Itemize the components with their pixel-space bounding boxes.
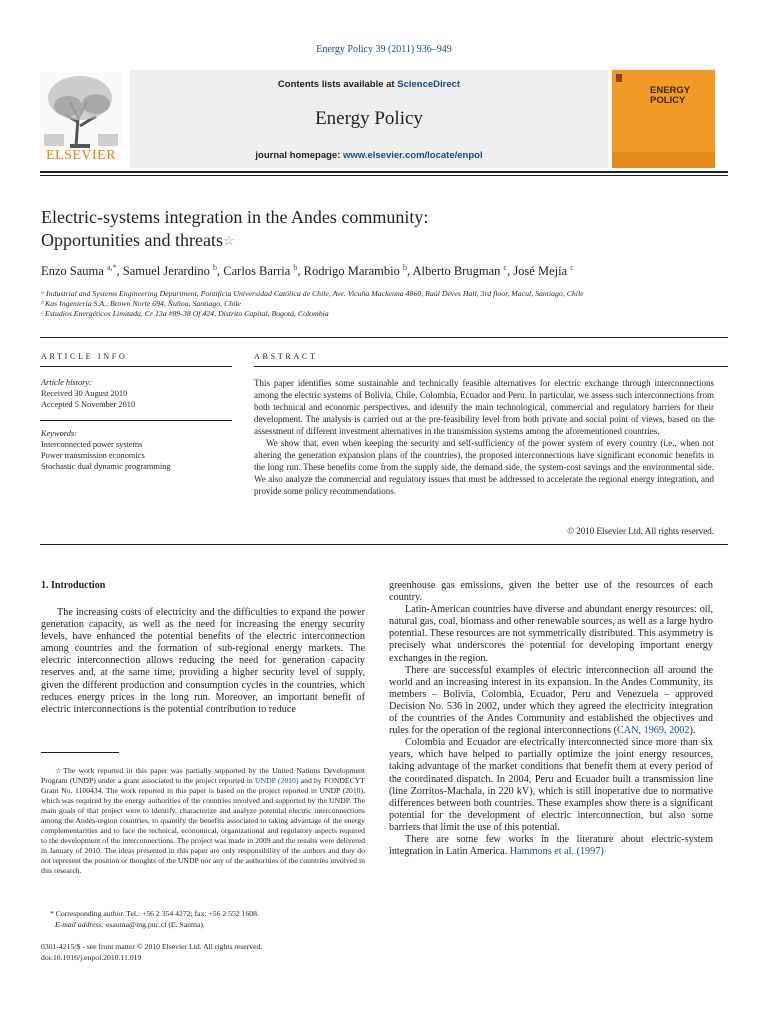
front-matter-info	[41, 941, 365, 963]
article-history	[41, 377, 231, 410]
author-name: Enzo Sauma	[41, 264, 104, 279]
article-title-line1: Electric-systems integration in the Andes community:	[41, 207, 429, 227]
body-paragraph: greenhouse gas emissions, given the better use of the resources of each country.	[389, 580, 713, 604]
author-affiliation-marker[interactable]: c	[503, 263, 508, 272]
author-name: Alberto Brugman	[412, 264, 501, 279]
email-label: E-mail address:	[55, 920, 105, 929]
article-title	[41, 206, 721, 252]
citation-link[interactable]: UNDP (2010)	[255, 776, 299, 785]
issn-line: 0301-4215/$ - see front matter © 2010 Elsevier Ltd. All rights reserved.	[41, 942, 263, 951]
corresponding-author-note	[41, 908, 365, 930]
homepage-prefix: journal homepage:	[255, 150, 344, 161]
body-text: ).	[689, 725, 696, 737]
author-affiliation-marker[interactable]: c	[570, 263, 574, 272]
keyword: Interconnected power systems	[41, 440, 143, 449]
abstract-copyright: © 2010 Elsevier Ltd. All rights reserved.	[567, 526, 714, 536]
body-paragraph: Latin-American countries have diverse and abundant energy resources: oil, natural gas, coal, biomass and other renewable sources, as well as a large hydro potential. These resources are not symmetrically distributed. This asymmetry is precisely what underscores the potential for developing important energy exchanges in the region.	[389, 604, 714, 664]
abstract-rule	[254, 366, 728, 367]
accepted-date: Accepted 5 November 2010	[41, 400, 136, 409]
footnote-text: ☆The work reported in this paper was partially supported by the United Nations Development Program (UNDP) under a grant associated to the project reported in	[41, 766, 365, 785]
affiliation-b: ᵇ Kas Ingeniería S.A., Brown Norte 694, Ñuñoa, Santiago, Chile	[41, 299, 241, 308]
body-paragraph: Colombia and Ecuador are electrically interconnected since more than six years, which have helped to partially optimize the joint energy resources, taking advantage of the market conditions that benefit them at every period of the coordinated dispatch. In 2004, Peru and Ecuador built a transmission line (line Zorritos-Machala, in 220 kV), which is still inoperative due to normative differences between both countries. These examples show there is a significant potential for the development of electric interconnection, but also some barriers that limit the use of this potential.	[389, 737, 713, 833]
journal-citation[interactable]: Energy Policy 39 (2011) 936–949	[316, 44, 452, 55]
keyword: Stochastic dual dynamic programming	[41, 462, 171, 471]
body-text: There are some few works in the literature about electric-system integration in Latin America.	[389, 833, 713, 858]
abstract-body	[254, 377, 714, 497]
abstract-paragraph: This paper identifies some sustainable and technically feasible alternatives for electric exchange through interconnections among the electric systems of Bolivia, Chile, Colombia, Ecuador and Peru. In particular, we assess such interconnections from both technical and economic perspectives, and identify the main technological, commercial and regulatory barriers for their development. The analysis is carried out at the pre-feasibility level from both private and social point of views, based on the assessment of different investment alternatives in the transmission systems among the aforementioned countries.	[254, 378, 714, 436]
article-info-rule	[40, 366, 232, 367]
abstract-heading: ABSTRACT	[254, 352, 318, 361]
received-date: Received 30 August 2010	[41, 389, 128, 398]
citation-link[interactable]: CAN, 1969, 2002	[617, 725, 690, 737]
keywords-label: Keywords:	[41, 429, 77, 438]
contents-availability	[130, 79, 608, 90]
author-affiliation-marker[interactable]: b	[293, 263, 298, 272]
author-name: Rodrigo Marambio	[303, 264, 400, 279]
footnote-text: and by FONDECYT Grant No. 1100434. The work reported in this paper is based on the project reported in UNDP (2010), which was required by the energy authorities of the countries involved and supported by the UNDP. The main goals of that project were to identify, characterize and analyze potential electric interconnections among the Andes-region countries, to quantify the benefits associated to taking advantage of the energy complementarities and to face the technical, economical, organizational and regulatory aspects required to the development of the interconnections. The project was made in 2009 and the results were delivered in January of 2010. The ideas presented in this paper are only responsibility of the authors and they do not represent the position or thoughts of the UNDP nor any of the authorities of the countries involved in this research.	[41, 776, 365, 875]
cover-title	[650, 86, 710, 106]
author-affiliation-marker[interactable]: b	[402, 263, 407, 272]
doi-line[interactable]: doi:10.1016/j.enpol.2010.11.019	[41, 953, 142, 962]
elsevier-wordmark: ELSEVIER	[45, 148, 117, 163]
affiliation-rule	[40, 337, 728, 338]
article-title-line2: Opportunities and threats	[41, 230, 223, 250]
keywords-rule	[40, 420, 232, 421]
body-column-right	[389, 580, 713, 858]
body-column-left	[41, 607, 365, 716]
body-text: There are successful examples of electric interconnection all around the world and an increasing interest in its expansion. In the Andes Community, its members – Bolivia, Colombia, Ecuador, Peru and Venezuela – approved Decision No. 536 in 2002, under which they agreed the electricity integration of the countries of the Andes Community and established the objectives and rules for the operation of the regional interconnections (	[389, 664, 713, 737]
funding-footnote	[41, 766, 365, 876]
keyword: Power transmission economics	[41, 451, 145, 460]
sciencedirect-link[interactable]: ScienceDirect	[397, 79, 461, 90]
title-footnote-star-icon[interactable]: ☆	[222, 233, 235, 248]
abstract-bottom-rule	[40, 544, 728, 545]
author-affiliation-marker[interactable]: b	[213, 263, 218, 272]
body-paragraph: The increasing costs of electricity and the difficulties to expand the power generation capacity, as well as the need for increasing the energy security levels, have enhanced the potential benefits of the electric interconnection among countries and the formation of sub-regional energy markets. The electric interconnection allows reducing the need for generation capacity reserves and, at the same time, providing a higher security level of supply, given the different production and consumption cycles in the countries, which reduces energy prices in the long run. Moreover, an important benefit of electric interconnections is the potential contribution to reduce	[41, 607, 365, 715]
corresponding-author: * Corresponding author. Tel.: +56 2 354 4272; fax: +56 2 552 1608.	[50, 909, 259, 918]
homepage-link[interactable]: www.elsevier.com/locate/enpol	[343, 150, 483, 161]
contents-prefix: Contents lists available at	[277, 79, 398, 90]
author-list: Enzo Sauma $^{a,*}$, Samuel Jerardino $^b$, Carlos Barria $^b$, Rodrigo Marambio $^b$, Alberto Brugman $^c$, José Mejía $^c$	[41, 263, 574, 279]
keywords-block	[41, 428, 231, 472]
citation-link[interactable]: Hammons et al. (1997)	[509, 846, 604, 858]
footnote-rule	[41, 752, 119, 753]
body-paragraph	[389, 665, 713, 738]
affiliation-a: ᵃ Industrial and Systems Engineering Department, Pontificia Universidad Católica de Chile, Ave. Vicuña Mackenna 4860, Raúl Déves Hall, 3rd floor, Macul, Santiago, Chile	[41, 289, 584, 298]
journal-title: Energy Policy	[315, 108, 423, 129]
cover-title-line1: ENERGY	[650, 85, 691, 96]
journal-homepage	[130, 150, 608, 161]
author-name: Samuel Jerardino	[122, 264, 210, 279]
cover-title-line2: POLICY	[650, 95, 686, 106]
header-rule-thick	[40, 171, 728, 173]
author-name: José Mejía	[513, 264, 568, 279]
article-info-heading: ARTICLE INFO	[41, 352, 128, 361]
affiliation-c: ᶜ Estudios Energéticos Limitada, Cr 13a #89-38 Of 424, Distrito Capital, Bogotá, Colombia	[41, 309, 329, 318]
section-heading-introduction: 1. Introduction	[41, 580, 106, 591]
author-affiliation-marker[interactable]: a,*	[106, 263, 117, 272]
abstract-paragraph: We show that, even when keeping the security and self-sufficiency of the power system of every country (i.e., when not altering the generation expansion plans of the countries), the proposed interconnections have significant economic benefits in the long run. These benefits come from the supply side, the demand side, the system-cost savings and the environmental side. We also analyze the commercial and regulatory issues that must be addressed to accelerate the regional energy integration, and provide some policy recommendations.	[254, 438, 714, 496]
history-label: Article history:	[41, 378, 92, 387]
author-name: Carlos Barria	[223, 264, 291, 279]
body-paragraph	[389, 834, 713, 858]
email-address[interactable]: esauma@ing.puc.cl (E. Sauma).	[104, 920, 205, 929]
header-rule-thin	[40, 175, 728, 176]
